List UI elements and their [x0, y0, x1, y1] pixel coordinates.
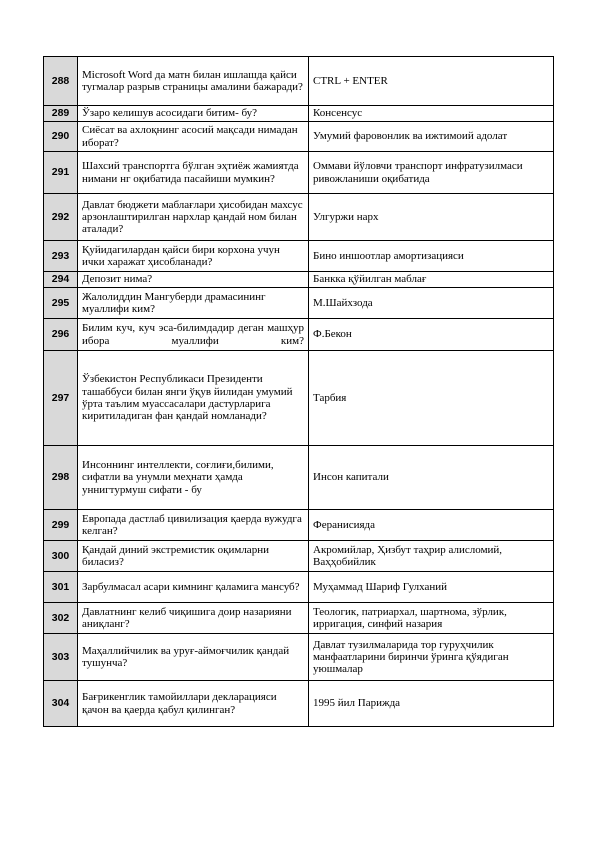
table-row [44, 319, 554, 351]
row-number: 288 [44, 57, 78, 106]
row-number: 293 [44, 241, 78, 272]
question-cell: Бағрикенглик тамойиллари декларацияси қачон ва қаерда қабул қилинган? [78, 681, 309, 727]
table-row [44, 194, 554, 241]
question-cell: Microsoft Word да матн билан ишлашда қайси тугмалар разрыв страницы амалини бажаради? [78, 57, 309, 106]
table-row [44, 152, 554, 194]
table-row [44, 603, 554, 634]
row-number: 289 [44, 106, 78, 122]
table-row [44, 57, 554, 106]
answer-cell: Тарбия [309, 351, 554, 446]
row-number: 294 [44, 272, 78, 288]
question-cell: Қандай диний экстремистик оқимларни биласиз? [78, 541, 309, 572]
answer-cell: 1995 йил Парижда [309, 681, 554, 727]
question-cell: Давлат бюджети маблағлари ҳисобидан махсус арзонлаштирилган нархлар қандай ном билан аталади? [78, 194, 309, 241]
table-row [44, 122, 554, 152]
question-cell: Жалолиддин Мангуберди драмасининг муаллифи ким? [78, 288, 309, 319]
question-cell: Маҳаллийчилик ва уруғ-аймоғчилик қандай тушунча? [78, 634, 309, 681]
row-number: 303 [44, 634, 78, 681]
table-row [44, 681, 554, 727]
row-number: 301 [44, 572, 78, 603]
question-answer-table [43, 56, 554, 727]
answer-cell: Банкка қўйилган маблағ [309, 272, 554, 288]
answer-cell: Теологик, патриархал, шартнома, зўрлик, ирригация, синфий назария [309, 603, 554, 634]
table-row [44, 446, 554, 510]
row-number: 297 [44, 351, 78, 446]
answer-cell: Бино иншоотлар амортизацияси [309, 241, 554, 272]
table-row [44, 241, 554, 272]
table-row [44, 510, 554, 541]
row-number: 298 [44, 446, 78, 510]
question-cell: Депозит нима? [78, 272, 309, 288]
answer-cell: Ф.Бекон [309, 319, 554, 351]
row-number: 296 [44, 319, 78, 351]
table-row [44, 634, 554, 681]
row-number: 299 [44, 510, 78, 541]
answer-cell: Оммави йўловчи транспорт инфратузилмаси ривожланиши оқибатида [309, 152, 554, 194]
row-number: 300 [44, 541, 78, 572]
answer-cell: М.Шайхзода [309, 288, 554, 319]
row-number: 292 [44, 194, 78, 241]
question-cell: Инсоннинг интеллекти, соғлиғи,билими, сифатли ва унумли меҳнати ҳамда уннигтурмуш сифати - бу [78, 446, 309, 510]
question-cell: Давлатнинг келиб чиқишига доир назарияни аниқланг? [78, 603, 309, 634]
answer-cell: Акромийлар, Ҳизбут таҳрир алисломий, Ваҳҳобийлик [309, 541, 554, 572]
question-cell: Сиёсат ва ахлоқнинг асосий мақсади нимадан иборат? [78, 122, 309, 152]
row-number: 291 [44, 152, 78, 194]
question-cell: Зарбулмасал асари кимнинг қаламига мансуб? [78, 572, 309, 603]
answer-cell: Инсон капитали [309, 446, 554, 510]
question-cell: Европада дастлаб цивилизация қаерда вужудга келган? [78, 510, 309, 541]
table-row [44, 541, 554, 572]
question-cell: Қуйидагилардан қайси бири корхона учун ички харажат ҳисобланади? [78, 241, 309, 272]
row-number: 290 [44, 122, 78, 152]
answer-cell: Консенсус [309, 106, 554, 122]
row-number: 302 [44, 603, 78, 634]
question-cell: Билим куч, куч эса-билимдадир деган машҳур ибора муаллифи ким? [78, 319, 309, 351]
table-row [44, 272, 554, 288]
answer-cell: Умумий фаровонлик ва ижтимоий адолат [309, 122, 554, 152]
answer-cell: Муҳаммад Шариф Гулханий [309, 572, 554, 603]
row-number: 304 [44, 681, 78, 727]
question-cell: Ўзаро келишув асосидаги битим- бу? [78, 106, 309, 122]
table-row [44, 106, 554, 122]
question-cell: Ўзбекистон Республикаси Президенти ташаббуси билан янги ўқув йилидан умумий ўрта таълим муассасалари дастурларига киритиладиган фан қандай номланади? [78, 351, 309, 446]
answer-cell: Феранисияда [309, 510, 554, 541]
answer-cell: Улгуржи нарх [309, 194, 554, 241]
question-cell: Шахсий транспортга бўлган эҳтиёж жамиятда нимани нг оқибатида пасайиши мумкин? [78, 152, 309, 194]
table-row [44, 572, 554, 603]
table-row [44, 288, 554, 319]
answer-cell: CTRL + ENTER [309, 57, 554, 106]
answer-cell: Давлат тузилмаларида тор гуруҳчилик манфаатларини биринчи ўринга қўядиган уюшмалар [309, 634, 554, 681]
row-number: 295 [44, 288, 78, 319]
table-row [44, 351, 554, 446]
